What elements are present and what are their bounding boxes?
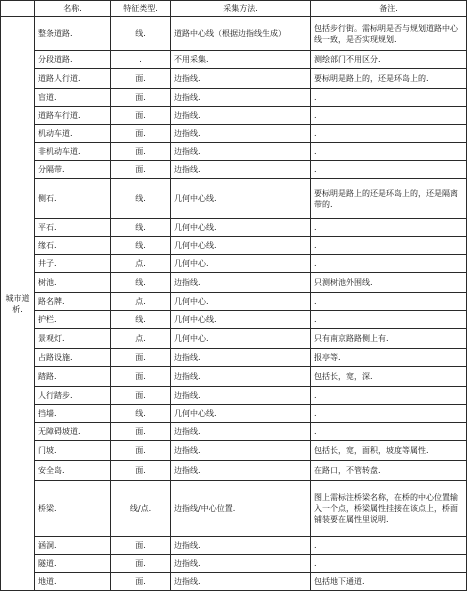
feature-type-cell: 面.	[111, 349, 171, 367]
table-row	[1, 161, 467, 179]
remark-cell: 包括长，宽，面积，坡度等属性.	[311, 441, 467, 461]
remark-cell: .	[311, 161, 467, 179]
feature-type-cell: 线.	[111, 311, 171, 329]
feature-type-cell: 面.	[111, 89, 171, 107]
remark-cell: 报亭等.	[311, 349, 467, 367]
table-row	[1, 179, 467, 219]
header-note: 备注.	[311, 1, 467, 17]
collection-method-cell: 不用采集.	[171, 51, 311, 69]
remark-cell: .	[311, 555, 467, 573]
feature-type-cell: 面.	[111, 367, 171, 387]
table-row	[1, 461, 467, 481]
feature-type-cell: 面.	[111, 423, 171, 441]
header-name: 名称.	[35, 1, 111, 17]
feature-name-cell: 整条道路.	[35, 17, 111, 51]
table-row	[1, 573, 467, 591]
remark-cell: .	[311, 423, 467, 441]
collection-method-cell: 几何中心.	[171, 255, 311, 273]
table-row	[1, 555, 467, 573]
category-cell: 城市道析.	[1, 17, 35, 591]
collection-method-cell: 几何中心线.	[171, 405, 311, 423]
collection-method-cell: 几何中心.	[171, 293, 311, 311]
collection-method-cell: 边指线.	[171, 367, 311, 387]
feature-name-cell: 分段道路.	[35, 51, 111, 69]
table-row	[1, 423, 467, 441]
header-blank	[1, 1, 35, 17]
collection-method-cell: 边指线.	[171, 273, 311, 293]
feature-name-cell: 挡墙.	[35, 405, 111, 423]
table-row	[1, 17, 467, 51]
collection-method-cell: 边指线.	[171, 573, 311, 591]
feature-name-cell: 缘石.	[35, 237, 111, 255]
table-row	[1, 273, 467, 293]
table-row	[1, 367, 467, 387]
table-row	[1, 89, 467, 107]
feature-name-cell: 道路车行道.	[35, 107, 111, 125]
table-row	[1, 405, 467, 423]
feature-name-cell: 道路人行道.	[35, 69, 111, 89]
header-feature-type: 特征类型.	[111, 1, 171, 17]
table-row	[1, 349, 467, 367]
feature-type-cell: 点.	[111, 293, 171, 311]
feature-type-cell: 面.	[111, 573, 171, 591]
remark-cell: 包括地下通道.	[311, 573, 467, 591]
feature-name-cell: 安全岛.	[35, 461, 111, 481]
collection-method-cell: 边指线.	[171, 349, 311, 367]
feature-name-cell: 无障碍坡道.	[35, 423, 111, 441]
remark-cell: 要标明是路上的，还是环岛上的.	[311, 69, 467, 89]
feature-name-cell: 分隔带.	[35, 161, 111, 179]
remark-cell: .	[311, 405, 467, 423]
table-row	[1, 125, 467, 143]
remark-cell: 要标明是路上的还是环岛上的，还是隔离带的.	[311, 179, 467, 219]
table-body	[1, 1, 467, 591]
collection-method-cell: 边指线.	[171, 125, 311, 143]
collection-method-cell: 边指线.	[171, 143, 311, 161]
remark-cell: 包括步行街。需标明是否与规划道路中心线一致，是否实现规划.	[311, 17, 467, 51]
remark-cell: .	[311, 387, 467, 405]
feature-name-cell: 树池.	[35, 273, 111, 293]
feature-name-cell: 侧石.	[35, 179, 111, 219]
feature-type-cell: 面.	[111, 69, 171, 89]
collection-method-cell: 边指线.	[171, 387, 311, 405]
feature-name-cell: 占路设施.	[35, 349, 111, 367]
feature-type-cell: 线.	[111, 273, 171, 293]
feature-name-cell: 机动车道.	[35, 125, 111, 143]
feature-type-cell: 线.	[111, 17, 171, 51]
feature-type-cell: 面.	[111, 161, 171, 179]
feature-type-cell: 线.	[111, 219, 171, 237]
feature-name-cell: 地道.	[35, 573, 111, 591]
table-row	[1, 69, 467, 89]
feature-name-cell: 路名牌.	[35, 293, 111, 311]
feature-name-cell: 桥梁.	[35, 481, 111, 537]
collection-method-cell: 几何中心.	[171, 329, 311, 349]
feature-name-cell: 涵洞.	[35, 537, 111, 555]
remark-cell: .	[311, 107, 467, 125]
header-method: 采集方法.	[171, 1, 311, 17]
remark-cell: .	[311, 255, 467, 273]
collection-method-cell: 道路中心线（根据边指线生成）	[171, 17, 311, 51]
collection-method-cell: 几何中心线.	[171, 311, 311, 329]
table-row	[1, 107, 467, 125]
collection-method-cell: 边指线.	[171, 89, 311, 107]
feature-type-cell: 点.	[111, 329, 171, 349]
table-row	[1, 237, 467, 255]
feature-name-cell: 门坡.	[35, 441, 111, 461]
remark-cell: 图上需标注桥梁名称，在桥的中心位置输入一个点，桥梁属性挂接在该点上，桥面铺装要在属性里说明.	[311, 481, 467, 537]
collection-method-cell: 边指线.	[171, 107, 311, 125]
feature-name-cell: 踏路.	[35, 367, 111, 387]
collection-method-cell: 几何中心线.	[171, 237, 311, 255]
remark-cell: 只测树池外围线.	[311, 273, 467, 293]
collection-method-cell: 几何中心线.	[171, 219, 311, 237]
remark-cell: .	[311, 219, 467, 237]
remark-cell: .	[311, 89, 467, 107]
table-row	[1, 329, 467, 349]
remark-cell: .	[311, 143, 467, 161]
feature-name-cell: 盲道.	[35, 89, 111, 107]
remark-cell: 在路口，不管转盘.	[311, 461, 467, 481]
remark-cell: 包括长，宽，深.	[311, 367, 467, 387]
feature-type-cell: 面.	[111, 461, 171, 481]
table-row	[1, 537, 467, 555]
table-row	[1, 441, 467, 461]
feature-type-cell: 面.	[111, 555, 171, 573]
table-row	[1, 219, 467, 237]
feature-type-cell: 面.	[111, 441, 171, 461]
header-row	[1, 1, 467, 17]
feature-type-cell: 面.	[111, 143, 171, 161]
collection-method-cell: 边指线.	[171, 69, 311, 89]
table-row	[1, 51, 467, 69]
feature-name-cell: 人行踏步.	[35, 387, 111, 405]
collection-method-cell: 边指线.	[171, 423, 311, 441]
table-row	[1, 143, 467, 161]
feature-type-cell: 面.	[111, 387, 171, 405]
feature-name-cell: 非机动车道.	[35, 143, 111, 161]
collection-method-cell: 几何中心线.	[171, 179, 311, 219]
table-row	[1, 387, 467, 405]
collection-method-cell: 边指线.	[171, 441, 311, 461]
table-row	[1, 311, 467, 329]
remark-cell: 测绘部门不用区分.	[311, 51, 467, 69]
feature-name-cell: 景观灯.	[35, 329, 111, 349]
collection-method-cell: 边指线/中心位置.	[171, 481, 311, 537]
table-row	[1, 255, 467, 273]
feature-type-cell: 面.	[111, 125, 171, 143]
table-row	[1, 293, 467, 311]
remark-cell: .	[311, 311, 467, 329]
feature-name-cell: 隧道.	[35, 555, 111, 573]
collection-method-cell: 边指线.	[171, 161, 311, 179]
collection-method-cell: 边指线.	[171, 461, 311, 481]
collection-method-cell: 边指线.	[171, 555, 311, 573]
remark-cell: .	[311, 125, 467, 143]
feature-type-cell: 面.	[111, 107, 171, 125]
feature-type-cell: 线.	[111, 405, 171, 423]
feature-type-cell: 面.	[111, 537, 171, 555]
feature-name-cell: 平石.	[35, 219, 111, 237]
feature-type-cell: 线/点.	[111, 481, 171, 537]
feature-type-cell: 点.	[111, 255, 171, 273]
remark-cell: .	[311, 237, 467, 255]
collection-method-cell: 边指线.	[171, 537, 311, 555]
feature-type-cell: 线.	[111, 179, 171, 219]
remark-cell: .	[311, 293, 467, 311]
feature-type-cell: 线.	[111, 237, 171, 255]
feature-name-cell: 护栏.	[35, 311, 111, 329]
table-row	[1, 481, 467, 537]
remark-cell: 只有南京路路侧上有.	[311, 329, 467, 349]
feature-name-cell: 井子.	[35, 255, 111, 273]
feature-type-cell: .	[111, 51, 171, 69]
remark-cell: .	[311, 537, 467, 555]
